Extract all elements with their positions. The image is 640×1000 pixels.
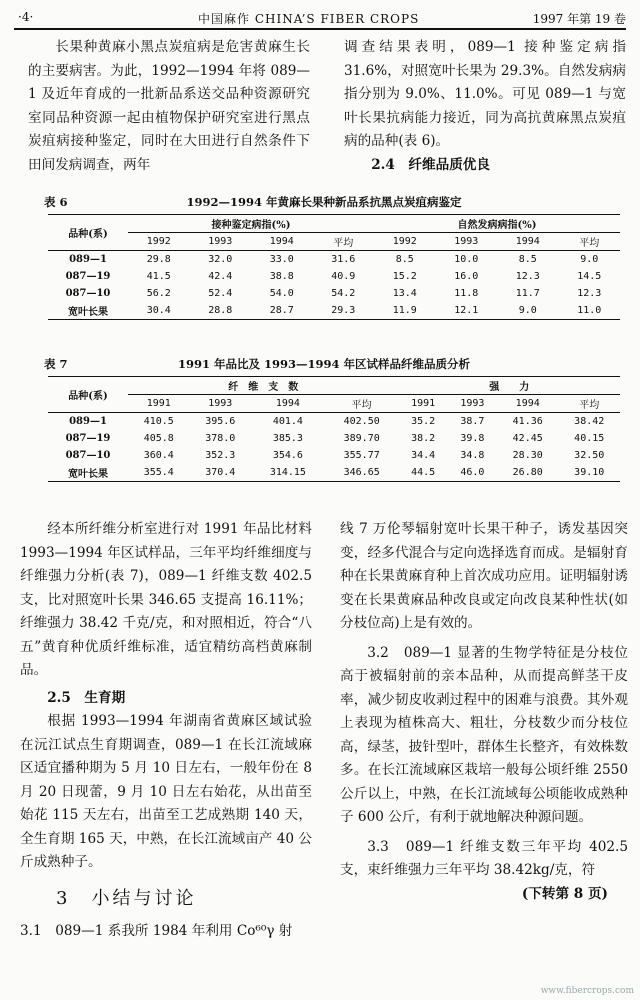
table-cell: 385.3 (272, 433, 303, 444)
table-cell: 39.10 (574, 467, 605, 478)
table-row (48, 302, 620, 320)
section-2-5-heading: 2.5 生育期 (47, 689, 126, 706)
table-cell: 40.9 (331, 271, 356, 282)
table-cell: 389.70 (343, 433, 380, 444)
section-3-1-start: 3.1 089—1 系我所 1984 年利用 Co⁶⁰γ 射 (20, 923, 293, 939)
table7-stub-header: 品种(系) (48, 377, 128, 413)
table-cell: 360.4 (143, 450, 174, 461)
table-cell: 41.36 (512, 416, 543, 427)
table-row (48, 413, 620, 431)
table-cell: 13.4 (392, 288, 417, 299)
growth-period-paragraph: 根据 1993—1994 年湖南省黄麻区域试验在沅江试点生育期调查，089—1 在长江流域麻区适宜播种期为 5 月 10 日左右，一般年份在 8 月 20 日现蕾，9 月 10 日左右始花，从出苗至始花 115 天左右，出苗至工艺成熟期 140 天，全生育期 165 天，中熟，在长江流域亩产 40 公斤成熟种子。 (20, 713, 312, 870)
table7-col-header: 平均 (558, 395, 620, 413)
journal-title: 中国麻作 CHINA’S FIBER CROPS (198, 12, 420, 26)
table-cell: 378.0 (205, 433, 236, 444)
table-row (48, 464, 620, 482)
variety-name: 089—1 (69, 416, 107, 427)
body-left-column (20, 518, 312, 944)
section-3-heading: 3 小结与讨论 (56, 887, 197, 909)
section-3-3-paragraph: 3.3 089—1 纤维支数三年平均 402.5 支，束纤维强力三年平均 38.42kg/克，符 (340, 838, 628, 878)
table-cell: 34.8 (460, 450, 485, 461)
table-cell: 395.6 (205, 416, 236, 427)
table-cell: 34.4 (411, 450, 436, 461)
table6-label: 表 6 (44, 195, 68, 209)
table-cell: 28.30 (512, 450, 543, 461)
table-cell: 370.4 (205, 467, 236, 478)
table6-body (48, 251, 620, 320)
table-cell: 46.0 (460, 467, 485, 478)
table7-col-header: 1994 (251, 395, 325, 413)
table-cell: 54.0 (269, 288, 294, 299)
table6-caption: 1992—1994 年黄麻长果种新品系抗黑点炭疽病鉴定 (186, 195, 462, 209)
table-cell: 32.0 (208, 254, 233, 265)
table-cell: 11.9 (392, 305, 417, 316)
table-cell: 405.8 (143, 433, 174, 444)
table7-col-header: 1991 (399, 395, 448, 413)
table-cell: 410.5 (143, 416, 174, 427)
watermark-url: www.fibercrops.com (540, 986, 634, 996)
table7-label: 表 7 (44, 357, 68, 371)
table6-col-header: 1993 (436, 233, 498, 251)
table-cell: 56.2 (146, 288, 171, 299)
header-rule (14, 28, 626, 30)
variety-name: 087—19 (65, 271, 111, 282)
table-row (48, 447, 620, 464)
table6-col-header: 1993 (190, 233, 252, 251)
table-cell: 38.8 (269, 271, 294, 282)
table7-group2-header: 强 力 (399, 377, 620, 395)
table-cell: 32.50 (574, 450, 605, 461)
table6-stub-header: 品种(系) (48, 215, 128, 251)
intro-right-column (344, 36, 626, 177)
table-cell: 11.8 (454, 288, 479, 299)
variety-name: 087—10 (65, 450, 111, 461)
table-cell: 402.50 (343, 416, 380, 427)
table-cell: 38.42 (574, 416, 605, 427)
table-cell: 355.77 (343, 450, 380, 461)
table-cell: 352.3 (205, 450, 236, 461)
table6-group2-header: 自然发病病指(%) (374, 215, 620, 233)
table-cell: 38.2 (411, 433, 436, 444)
table-cell: 31.6 (331, 254, 356, 265)
table-cell: 8.5 (395, 254, 414, 265)
table-row (48, 268, 620, 285)
section-2-4-heading: 2.4 纤维品质优良 (371, 156, 490, 173)
table6-col-header: 1992 (374, 233, 436, 251)
table-cell: 314.15 (269, 467, 306, 478)
table-cell: 26.80 (512, 467, 543, 478)
page-number: ·4· (18, 10, 34, 24)
continued-note: (下转第 8 页) (521, 885, 608, 902)
table-row (48, 251, 620, 269)
table-cell: 12.1 (454, 305, 479, 316)
table-cell: 42.4 (208, 271, 233, 282)
intro-continuation: 调查结果表明，089—1 接种鉴定病指 31.6%，对照宽叶长果为 29.3%。自然发病病指分别为 9.0%、11.0%。可见 089—1 与宽叶长果抗病能力接近，同为高抗黄麻黑点炭疽病的品种(表 6)。 (344, 39, 626, 149)
variety-name: 087—10 (65, 288, 111, 299)
table-cell: 11.7 (515, 288, 540, 299)
table-cell: 52.4 (208, 288, 233, 299)
table-cell: 9.0 (518, 305, 537, 316)
table7-col-header: 1993 (190, 395, 252, 413)
section-3-1-continuation: 线 7 万伦琴辐射宽叶长果干种子，诱发基因突变，经多代混合与定向选择选育而成。是辐射育种在长果黄麻育种上首次成功应用。证明辐射诱变在长果黄麻品种改良或定向改良某种性状(如分枝位高)上是有效的。 (340, 521, 628, 631)
table-cell: 14.5 (577, 271, 602, 282)
table6 (48, 214, 620, 320)
table-cell: 44.5 (411, 467, 436, 478)
table-cell: 16.0 (454, 271, 479, 282)
table-cell: 11.0 (577, 305, 602, 316)
body-right-column (340, 518, 628, 906)
table7-col-header: 1994 (497, 395, 559, 413)
table-cell: 42.45 (512, 433, 543, 444)
table-cell: 30.4 (146, 305, 171, 316)
table-cell: 355.4 (143, 467, 174, 478)
table-cell: 38.7 (460, 416, 485, 427)
table-cell: 10.0 (454, 254, 479, 265)
table-cell: 41.5 (146, 271, 171, 282)
table-cell: 354.6 (272, 450, 303, 461)
variety-name: 宽叶长果 (68, 469, 108, 480)
table7-col-header: 1993 (448, 395, 497, 413)
table6-col-header: 1994 (497, 233, 559, 251)
intro-left-column (28, 36, 310, 177)
intro-paragraph: 长果种黄麻小黑点炭疽病是危害黄麻生长的主要病害。为此，1992—1994 年将 089—1 及近年育成的一批新品系送交品种资源研究室同品种资源一起由植物保护研究室进行黑点炭疽病接种鉴定，同时在大田进行自然条件下田间发病调查，两年 (28, 39, 310, 173)
table-cell: 33.0 (269, 254, 294, 265)
section-3-2-paragraph: 3.2 089—1 显著的生物学特征是分枝位高于被辐射前的亲本品种，从而提高鲜茎干皮率，减少韧皮收剥过程中的困难与浪费。其外观上表现为植株高大、粗壮，分枝数少而分枝位高，绿茎，披针型叶，群体生长整齐，有效株数多。在长江流域麻区栽培一般每公顷纤维 2550 公斤以上，中熟，在长江流域每公顷能收成熟种子 600 公斤，有利于就地解决种源问题。 (340, 644, 628, 825)
table7-group1-header: 纤 维 支 数 (128, 377, 399, 395)
table7-caption: 1991 年品比及 1993—1994 年区试样品纤维品质分析 (177, 357, 471, 371)
table-cell: 29.3 (331, 305, 356, 316)
table-cell: 35.2 (411, 416, 436, 427)
table-cell: 12.3 (515, 271, 540, 282)
table-cell: 28.8 (208, 305, 233, 316)
table-cell: 28.7 (269, 305, 294, 316)
table-cell: 39.8 (460, 433, 485, 444)
table-cell: 12.3 (577, 288, 602, 299)
table-cell: 54.2 (331, 288, 356, 299)
table-cell: 40.15 (574, 433, 605, 444)
running-header (18, 8, 626, 30)
table-cell: 29.8 (146, 254, 171, 265)
table-cell: 8.5 (518, 254, 537, 265)
table-cell: 15.2 (392, 271, 417, 282)
table7 (48, 376, 620, 482)
table7-body (48, 413, 620, 482)
issue-info: 1997 年第 19 卷 (532, 12, 626, 26)
table-cell: 401.4 (272, 416, 303, 427)
fiber-analysis-paragraph: 经本所纤维分析室进行对 1991 年品比材料 1993—1994 年区试样品，三年平均纤维细度与纤维强力分析(表 7)，089—1 纤维支数 402.5 支，比对照宽叶长果 346.65 支提高 16.11%；纤维强力 38.42 千克/克，和对照相近，符合“八五”黄育种优质纤维标准，适宜精纺高档黄麻制品。 (20, 521, 312, 678)
variety-name: 宽叶长果 (68, 307, 108, 318)
table6-col-header: 1992 (128, 233, 190, 251)
table-row (48, 430, 620, 447)
table-cell: 9.0 (580, 254, 599, 265)
table7-col-header: 平均 (325, 395, 399, 413)
table-row (48, 285, 620, 302)
table6-col-header: 平均 (313, 233, 375, 251)
table-cell: 346.65 (343, 467, 380, 478)
variety-name: 089—1 (69, 254, 107, 265)
table6-col-header: 平均 (559, 233, 621, 251)
table6-group1-header: 接种鉴定病指(%) (128, 215, 374, 233)
variety-name: 087—19 (65, 433, 111, 444)
table7-col-header: 1991 (128, 395, 190, 413)
table6-col-header: 1994 (251, 233, 313, 251)
